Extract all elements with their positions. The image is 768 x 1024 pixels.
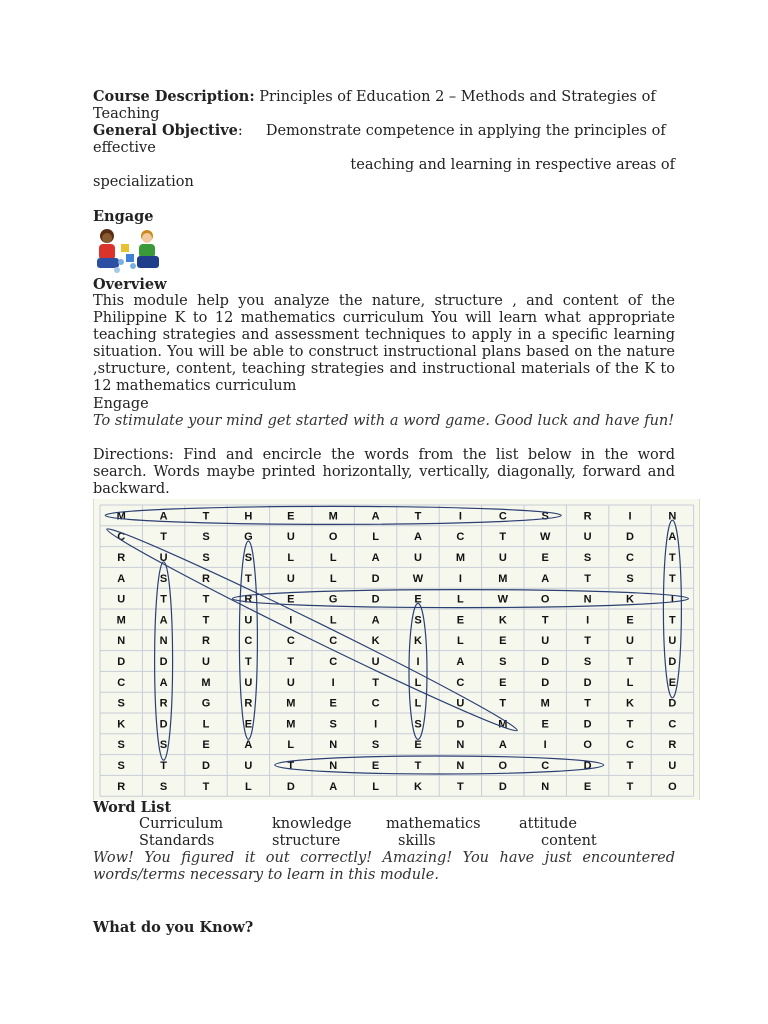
grid-letter: T <box>245 656 252 668</box>
grid-letter: L <box>329 614 337 627</box>
grid-letter: A <box>159 510 168 523</box>
grid-letter: A <box>159 614 168 627</box>
grid-letter: A <box>117 572 126 585</box>
grid-letter: T <box>202 780 210 793</box>
grid-letter: E <box>541 718 549 731</box>
grid-letter: O <box>540 593 550 606</box>
grid-letter: T <box>499 531 507 544</box>
grid-letter: S <box>202 531 210 544</box>
grid-letter: T <box>626 718 634 731</box>
grid-letter: S <box>244 552 253 564</box>
overview-paragraph: This module help you analyze the nature, structure , and content of the Philippine K to 12 mathematics curriculum You will learn what appropriate teaching strategies and assessment techniques to apply in a specific learning situation. You will be able to construct instructional plans based on the nature ,structure, content, teaching strategies and instructional materials of the K to 12 mathematics curriculum <box>93 293 675 394</box>
grid-letter: N <box>583 593 592 606</box>
grid-letter: T <box>414 510 422 523</box>
grid-letter: K <box>498 614 507 627</box>
grid-letter: U <box>456 697 465 710</box>
grid-letter: N <box>541 780 550 793</box>
grid-letter: K <box>414 635 422 648</box>
grid-letter: T <box>457 780 464 793</box>
grid-letter: A <box>541 572 550 585</box>
word-list-item: Standards <box>139 833 215 849</box>
grid-letter: I <box>586 614 590 627</box>
objective-line2: teaching and learning in respective areas of <box>350 157 675 173</box>
grid-letter: C <box>626 552 634 564</box>
what-do-you-know-heading: What do you Know? <box>93 919 254 936</box>
grid-letter: G <box>328 593 338 606</box>
grid-letter: L <box>457 593 464 606</box>
grid-letter: A <box>371 552 380 564</box>
grid-letter: A <box>159 676 168 689</box>
grid-letter: D <box>541 676 550 689</box>
grid-letter: U <box>414 552 422 564</box>
grid-letter: T <box>160 593 167 606</box>
grid-letter: M <box>498 572 508 585</box>
grid-letter: C <box>329 635 338 648</box>
grid-letter: S <box>117 760 125 772</box>
grid-letter: K <box>626 593 634 606</box>
grid-letter: R <box>244 593 253 606</box>
grid-letter: A <box>371 510 380 523</box>
grid-letter: N <box>329 760 338 772</box>
grid-letter: T <box>669 572 676 585</box>
grid-letter: D <box>668 697 677 710</box>
grid-letter: U <box>668 760 677 772</box>
grid-letter: R <box>583 510 592 523</box>
grid-letter: T <box>541 614 549 627</box>
grid-letter: I <box>670 593 674 606</box>
grid-letter: E <box>329 697 337 710</box>
grid-letter: I <box>331 676 335 689</box>
objective-line1: Demonstrate competence in applying the principles of effective <box>93 123 666 156</box>
grid-letter: A <box>498 739 507 752</box>
grid-letter: E <box>371 760 380 772</box>
grid-letter: D <box>668 656 677 668</box>
grid-letter: O <box>498 760 508 772</box>
grid-letter: W <box>540 531 551 544</box>
grid-letter: U <box>371 656 380 668</box>
grid-letter: U <box>117 593 126 606</box>
grid-letter: T <box>584 572 591 585</box>
grid-letter: K <box>117 718 126 731</box>
grid-letter: D <box>583 718 592 731</box>
grid-letter: A <box>371 614 380 627</box>
grid-letter: S <box>414 614 422 627</box>
grid-letter: M <box>498 718 508 731</box>
grid-letter: U <box>583 531 592 544</box>
grid-letter: S <box>202 552 210 564</box>
word-list-item: knowledge <box>272 816 352 832</box>
grid-letter: L <box>287 739 295 752</box>
grid-letter: N <box>329 739 338 752</box>
grid-letter: I <box>374 718 378 731</box>
grid-letter: E <box>456 614 465 627</box>
feedback-text: Wow! You figured it out correctly! Amazing! You have just encountered words/terms necessary to learn in this module. <box>93 850 675 883</box>
grid-letter: E <box>583 780 592 793</box>
grid-letter: U <box>244 676 253 689</box>
course-description <box>93 88 675 123</box>
grid-letter: S <box>117 739 125 752</box>
grid-letter: E <box>499 635 507 648</box>
engage-subheading: Engage <box>93 396 149 412</box>
engage-heading: Engage <box>93 208 154 225</box>
grid-letter: N <box>456 760 465 772</box>
grid-letter: C <box>329 656 338 668</box>
grid-letter: S <box>541 510 549 523</box>
grid-letter: C <box>668 718 677 731</box>
grid-letter: U <box>668 635 677 648</box>
grid-letter: D <box>371 593 380 606</box>
grid-letter: T <box>626 780 634 793</box>
directions-text: Directions: Find and encircle the words from the list below in the word search. Words maybe printed horizontally, vertically, diagonally, forward and backward. <box>93 447 675 497</box>
grid-letter: A <box>414 531 422 544</box>
grid-letter: U <box>498 552 507 564</box>
grid-letter: T <box>669 614 676 627</box>
grid-letter: K <box>371 635 380 648</box>
grid-letter: N <box>159 635 168 648</box>
grid-letter: M <box>540 697 550 710</box>
grid-letter: E <box>414 739 422 752</box>
grid-letter: A <box>329 780 338 793</box>
grid-letter: L <box>329 572 337 585</box>
grid-letter: C <box>117 531 126 544</box>
grid-letter: T <box>499 697 507 710</box>
grid-letter: U <box>202 656 210 668</box>
grid-letter: U <box>286 572 295 585</box>
grid-letter: U <box>286 531 295 544</box>
grid-letter: K <box>414 780 422 793</box>
grid-letter: T <box>245 572 252 585</box>
grid-letter: T <box>160 760 167 772</box>
grid-letter: I <box>628 510 632 523</box>
grid-letter: E <box>244 718 253 731</box>
grid-letter: O <box>583 739 592 752</box>
grid-letter: E <box>541 552 549 564</box>
grid-letter: A <box>668 531 677 544</box>
grid-letter: C <box>244 635 253 648</box>
grid-letter: L <box>245 780 252 793</box>
grid-letter: E <box>626 614 634 627</box>
word-list-heading: Word List <box>93 799 172 816</box>
grid-letter: U <box>244 760 253 772</box>
grid-letter: D <box>583 760 592 772</box>
grid-letter: T <box>287 760 295 772</box>
grid-letter: C <box>371 697 380 710</box>
grid-letter: K <box>626 697 634 710</box>
word-list-item: Curriculum <box>139 816 224 832</box>
grid-letter: S <box>329 718 337 731</box>
grid-letter: R <box>202 635 210 648</box>
grid-letter: T <box>372 676 379 689</box>
grid-letter: C <box>541 760 550 772</box>
grid-letter: U <box>541 635 550 648</box>
grid-letter: T <box>202 510 210 523</box>
grid-letter: O <box>668 780 677 793</box>
grid-letter: L <box>372 780 379 793</box>
grid-letter: U <box>244 614 253 627</box>
word-list-item: content <box>541 833 597 849</box>
grid-letter: D <box>541 656 550 668</box>
grid-letter: M <box>116 510 126 523</box>
grid-letter: T <box>414 760 422 772</box>
grid-letter: T <box>584 635 591 648</box>
grid-letter: G <box>244 531 253 544</box>
grid-letter: I <box>458 510 462 523</box>
grid-letter: M <box>286 697 296 710</box>
grid-letter: D <box>202 760 210 772</box>
grid-letter: N <box>117 635 126 648</box>
grid-letter: S <box>583 656 592 668</box>
grid-letter: E <box>202 739 210 752</box>
grid-letter: S <box>117 697 125 710</box>
word-list-item: structure <box>272 833 341 849</box>
grid-letter: S <box>583 552 592 564</box>
word-search-grid <box>93 499 700 800</box>
grid-letter: U <box>286 676 295 689</box>
course-text: Principles of Education 2 – Methods and Strategies of Teaching <box>93 89 656 122</box>
grid-letter: I <box>289 614 293 627</box>
children-clipart-image <box>93 226 165 280</box>
grid-letter: D <box>371 572 380 585</box>
grid-letter: L <box>329 552 337 564</box>
grid-letter: E <box>287 593 295 606</box>
grid-letter: T <box>160 531 167 544</box>
grid-letter: E <box>668 676 677 689</box>
grid-letter: C <box>456 531 465 544</box>
grid-letter: R <box>202 572 210 585</box>
grid-letter: T <box>202 593 210 606</box>
grid-letter: M <box>201 676 211 689</box>
overview-heading: Overview <box>93 276 167 293</box>
grid-letter: S <box>159 572 168 585</box>
grid-letter: W <box>412 572 424 585</box>
word-list-item: attitude <box>519 816 577 832</box>
grid-letter: D <box>626 531 634 544</box>
grid-letter: S <box>159 780 168 793</box>
grid-letter: N <box>668 510 677 523</box>
general-objective: General Objective: Demonstrate competence in applying the principles of effective <box>93 122 666 156</box>
grid-letter: C <box>117 676 126 689</box>
grid-letter: D <box>583 676 592 689</box>
grid-letter: S <box>626 572 634 585</box>
grid-letter: L <box>287 552 295 564</box>
grid-letter: L <box>202 718 210 731</box>
grid-letter: M <box>116 614 126 627</box>
grid-letter: A <box>456 656 465 668</box>
grid-letter: A <box>244 739 253 752</box>
objective-line3: specialization <box>93 174 194 190</box>
grid-letter: T <box>584 697 591 710</box>
grid-letter: M <box>328 510 338 523</box>
grid-letter: D <box>286 780 295 793</box>
grid-letter: N <box>456 739 465 752</box>
grid-letter: T <box>287 656 295 668</box>
grid-letter: S <box>414 718 422 731</box>
grid-letter: T <box>669 552 676 564</box>
grid-letter: L <box>457 635 464 648</box>
grid-letter: C <box>456 676 465 689</box>
grid-letter: L <box>626 676 634 689</box>
grid-letter: R <box>117 780 126 793</box>
grid-letter: S <box>371 739 380 752</box>
grid-letter: T <box>202 614 210 627</box>
objective-label: General Objective <box>93 122 238 139</box>
grid-letter: M <box>455 552 465 564</box>
grid-letter: R <box>668 739 677 752</box>
grid-letter: W <box>497 593 508 606</box>
grid-letter: C <box>286 635 295 648</box>
grid-letter: L <box>414 697 422 710</box>
grid-letter: U <box>159 552 168 564</box>
grid-letter: I <box>416 656 420 668</box>
grid-letter: E <box>499 676 507 689</box>
grid-letter: H <box>244 510 253 523</box>
course-label: Course Description: <box>93 88 255 105</box>
engage-intro: To stimulate your mind get started with a word game. Good luck and have fun! <box>93 413 675 429</box>
grid-letter: C <box>626 739 634 752</box>
grid-letter: R <box>244 697 253 710</box>
grid-letter: D <box>117 656 126 668</box>
grid-letter: I <box>458 572 462 585</box>
word-list-row-2 <box>0 833 768 850</box>
grid-letter: U <box>626 635 634 648</box>
word-search-svg <box>94 499 699 800</box>
grid-letter: L <box>372 531 379 544</box>
word-list-row-1 <box>0 816 768 833</box>
grid-letter: S <box>499 656 507 668</box>
grid-letter: C <box>498 510 507 523</box>
grid-letter: T <box>626 656 634 668</box>
grid-letter: R <box>159 697 168 710</box>
grid-letter: L <box>414 676 422 689</box>
word-list-item: mathematics <box>386 816 481 832</box>
grid-letter: D <box>498 780 507 793</box>
grid-letter: E <box>414 593 422 606</box>
grid-letter: D <box>159 656 168 668</box>
grid-letter: O <box>328 531 338 544</box>
grid-letter: R <box>117 552 126 564</box>
grid-letter: S <box>159 739 168 752</box>
grid-letter: G <box>201 697 211 710</box>
grid-letter: T <box>626 760 634 772</box>
grid-letter: D <box>159 718 168 731</box>
grid-letter: D <box>456 718 465 731</box>
grid-letter: M <box>286 718 296 731</box>
word-list-item: skills <box>398 833 436 849</box>
grid-letter: I <box>543 739 547 752</box>
grid-letter: E <box>287 510 295 523</box>
